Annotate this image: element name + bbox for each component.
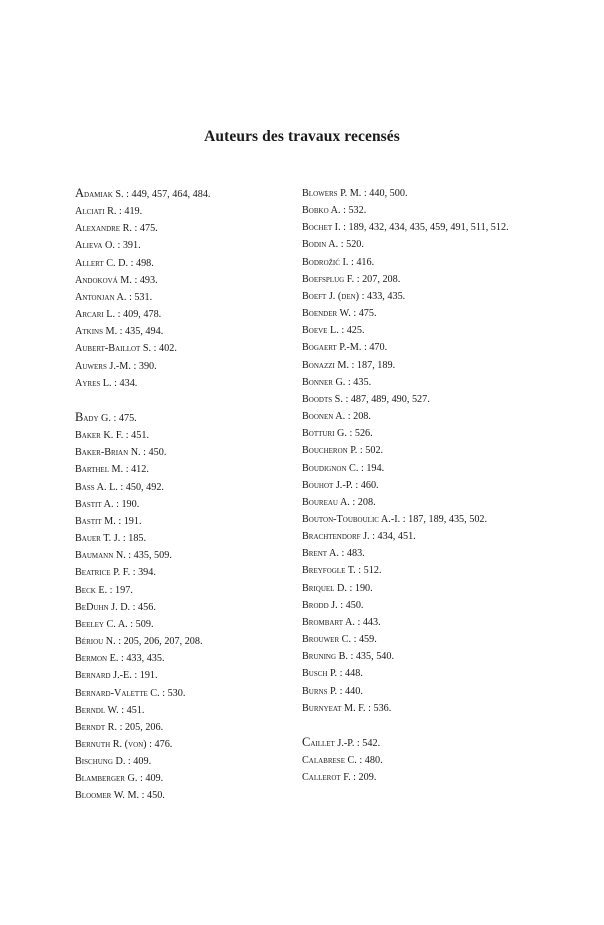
author-name-text: Baumann N. (75, 550, 126, 562)
author-name-text: Boefsplug F. (302, 273, 355, 285)
author-name-text: Allert C. D. (75, 257, 129, 269)
author-name (302, 274, 354, 285)
page-references: : 435. (345, 376, 372, 388)
page-references: : 520. (338, 239, 364, 251)
author-entry (75, 702, 325, 719)
author-entry (302, 202, 538, 219)
author-name (75, 258, 128, 269)
author-name-text: Bodin A. (302, 239, 339, 251)
author-name-text: Bauer T. J. (75, 533, 121, 545)
author-entry (75, 753, 325, 770)
author-name-text: Callerot F. (302, 772, 351, 784)
author-name (75, 309, 115, 320)
page-references: : 207, 208. (354, 273, 401, 285)
page-references: : 187, 189, 435, 502. (400, 513, 488, 525)
author-entry (75, 496, 325, 513)
page-references: : 475. (350, 308, 377, 320)
author-name (302, 617, 355, 628)
author-entry (75, 564, 325, 581)
page-references: : 493. (131, 274, 158, 286)
page-references: : 191. (131, 670, 158, 682)
author-name (302, 445, 357, 456)
author-name-text: Boonen A. (302, 411, 346, 423)
author-entry (302, 425, 538, 442)
author-entry (302, 442, 538, 459)
author-name (75, 585, 107, 596)
page-references: : 512. (355, 565, 382, 577)
author-name-text: Beatrice P. F. (75, 567, 131, 579)
page-references: : 391. (114, 240, 141, 252)
author-name (302, 377, 345, 388)
section-initial: B (75, 410, 84, 425)
page-references: : 470. (361, 342, 388, 354)
author-name-text: Andoková M. (75, 274, 132, 286)
author-entry (302, 460, 538, 477)
author-entry (75, 667, 325, 684)
author-name (75, 292, 126, 303)
author-name-text: Berndt R. (75, 721, 118, 733)
page-references: : 409. (137, 773, 164, 785)
author-name-text: Bass A. L. (75, 481, 118, 493)
author-name-text: Briquel D. (302, 582, 347, 594)
author-entry (75, 530, 325, 547)
author-entry (75, 427, 325, 444)
page-references: : 459. (351, 634, 377, 646)
page-references: : 187, 189. (349, 359, 396, 371)
author-name-text: Bonner G. (302, 376, 346, 388)
page-references: : 475. (131, 223, 158, 235)
author-name-text: Bastit M. (75, 515, 116, 527)
page-references: : 487, 489, 490, 527. (342, 393, 430, 405)
author-name (302, 755, 357, 766)
page-references: : 419. (116, 206, 143, 218)
right-column (302, 185, 538, 786)
page-references: : 451. (123, 430, 150, 442)
page-references: : 536. (365, 702, 392, 714)
page-references: : 530. (159, 687, 186, 699)
author-entry (302, 528, 538, 545)
page-references: : 412. (123, 464, 149, 476)
author-name-text: Busch P. (302, 668, 338, 680)
author-name-text: Aubert-Baillot S. (75, 343, 152, 355)
section-initial: C (302, 734, 311, 749)
author-entry (302, 322, 538, 339)
author-name (302, 480, 353, 491)
page-references: : 498. (128, 257, 154, 269)
author-entry (75, 289, 325, 306)
author-name-text: damiak S. (84, 189, 124, 200)
author-name (75, 378, 112, 389)
author-name-text: Brodd J. (302, 599, 338, 611)
author-name (75, 619, 128, 630)
author-name-text: Beck E. (75, 584, 108, 596)
author-name-text: Arcari L. (75, 309, 116, 321)
author-entry (75, 306, 325, 323)
author-entry (75, 237, 325, 254)
page-references: : 456. (130, 601, 156, 613)
author-name (75, 447, 141, 458)
page-references: : 502. (357, 445, 384, 457)
page-references: : 191. (115, 515, 142, 527)
page-references: : 205, 206. (117, 721, 164, 733)
author-entry (302, 339, 538, 356)
author-name-text: Blamberger G. (75, 773, 138, 785)
author-name-text: Bobko A. (302, 205, 341, 217)
author-entry (302, 700, 538, 717)
author-name-text: Beeley C. A. (75, 618, 128, 630)
author-entry (302, 408, 538, 425)
page-references: : 409. (125, 756, 152, 768)
page-references: : 435, 509. (125, 550, 172, 562)
author-name-text: Alciati R. (75, 206, 117, 218)
author-name (302, 428, 347, 439)
author-name (75, 602, 130, 613)
author-name (75, 790, 139, 801)
page-references: : 475. (110, 413, 137, 425)
page-references: : 209. (350, 772, 377, 784)
author-name-text: ady G. (83, 413, 111, 425)
author-name-text: Boeve L. (302, 325, 339, 337)
author-entry (302, 614, 538, 631)
author-name (302, 360, 349, 371)
author-name-text: aillet J.-P. (310, 737, 355, 749)
author-entry (302, 580, 538, 597)
page-references: : 190. (113, 498, 140, 510)
author-name-text: Bastit A. (75, 498, 114, 510)
author-name (75, 361, 131, 372)
author-name (302, 772, 351, 783)
author-entry (75, 461, 325, 478)
author-name-text: Burnyeat M. F. (302, 702, 366, 714)
author-name (302, 497, 350, 508)
page-references: : 476. (146, 738, 173, 750)
page-references: : 435, 540. (347, 651, 395, 663)
author-entry (75, 719, 325, 736)
author-entry (302, 648, 538, 665)
page-references: : 434, 451. (369, 531, 416, 543)
page-references: : 409, 478. (115, 309, 162, 321)
author-name-text: Atkins M. (75, 326, 118, 338)
page-references: : 450. (139, 790, 165, 802)
author-entry (302, 562, 538, 579)
author-name-text: Baker-Brian N. (75, 447, 141, 459)
page-references: : 443. (354, 616, 381, 628)
author-entry (302, 288, 538, 305)
page-references: : 509. (127, 618, 154, 630)
author-entry (75, 185, 325, 203)
author-name (302, 308, 351, 319)
author-entry (75, 599, 325, 616)
author-entry (75, 358, 325, 375)
page-references: : 208. (349, 496, 376, 508)
author-name (302, 600, 338, 611)
author-name (75, 567, 130, 578)
author-name (302, 668, 337, 679)
author-entry (75, 770, 325, 787)
author-name (302, 634, 351, 645)
author-name (302, 411, 345, 422)
author-name-text: Ayres L. (75, 377, 112, 389)
page-references: : 390. (130, 360, 157, 372)
author-name-text: Bischung D. (75, 756, 126, 768)
author-name (302, 342, 361, 353)
author-name (75, 343, 151, 354)
author-name (302, 291, 359, 302)
author-name-text: Bruning B. (302, 651, 348, 663)
author-entry (75, 650, 325, 667)
page-references: : 542. (354, 737, 381, 749)
author-name (75, 430, 123, 441)
author-name-text: Brouwer C. (302, 634, 352, 646)
author-name (75, 653, 118, 664)
author-name-text: Brachtendorf J. (302, 531, 370, 543)
author-entry (302, 511, 538, 528)
author-entry (75, 409, 325, 427)
author-name-text: Brombart A. (302, 616, 355, 628)
author-name-text: Bloomer W. M. (75, 790, 140, 802)
author-entry (302, 219, 538, 236)
page-references: : 483. (338, 548, 365, 560)
page-references: : 450. (140, 447, 167, 459)
page-references: : 185. (120, 533, 147, 545)
author-entry (75, 685, 325, 702)
author-name-text: Breyfogle T. (302, 565, 356, 577)
page-references: : 205, 206, 207, 208. (115, 636, 203, 648)
author-name (302, 531, 370, 542)
author-name-text: Boodts S. (302, 393, 343, 405)
page-references: : 197. (107, 584, 133, 596)
author-entry (75, 272, 325, 289)
author-name-text: Boeft J. (den) (302, 290, 360, 302)
page-references: : 433, 435. (359, 290, 406, 302)
page-references: : 189, 432, 434, 435, 459, 491, 511, 512. (340, 222, 509, 234)
author-name (302, 686, 337, 697)
page-references: : 435, 494. (117, 326, 164, 338)
author-name (302, 222, 341, 233)
author-name (75, 464, 123, 475)
author-name-text: Calabrese C. (302, 755, 357, 767)
author-name-text: Boucheron P. (302, 445, 358, 457)
author-name (75, 275, 132, 286)
author-name (302, 565, 356, 576)
section-gap (302, 717, 538, 734)
author-name-text: Bogaert P.-M. (302, 342, 362, 354)
author-entry (75, 633, 325, 650)
author-name-text: Botturi G. (302, 428, 347, 440)
page-references: : 531. (126, 291, 153, 303)
author-name-text: Blowers P. M. (302, 188, 362, 199)
page-references: : 480. (356, 755, 383, 767)
author-name (75, 756, 125, 767)
author-name-text: Bouton-Touboulic A.-I. (302, 513, 401, 525)
author-name-text: Bonazzi M. (302, 359, 349, 371)
page-references: : 394. (130, 567, 156, 579)
author-name (302, 734, 355, 749)
page-references: : 190. (346, 582, 373, 594)
author-entry (302, 734, 538, 752)
author-name (302, 239, 338, 250)
author-name (75, 223, 132, 234)
author-entry (302, 683, 538, 700)
author-name (75, 688, 160, 699)
author-name-text: Boender W. (302, 308, 351, 320)
author-entry (75, 787, 325, 804)
author-name (302, 394, 343, 405)
page-references: : 448. (337, 668, 363, 680)
author-name-text: Bernard-Valette C. (75, 687, 160, 699)
author-name (75, 550, 126, 561)
author-name (75, 410, 111, 425)
author-entry (302, 305, 538, 322)
author-name (75, 186, 124, 200)
author-name-text: Berndl W. (75, 704, 119, 716)
page-references: : 425. (338, 325, 365, 337)
author-entry (302, 545, 538, 562)
author-name-text: Boudignon C. (302, 462, 359, 474)
author-name (302, 583, 347, 594)
author-name (75, 499, 114, 510)
author-entry (75, 444, 325, 461)
author-name (302, 548, 339, 559)
page-references: : 532. (340, 205, 367, 217)
author-name-text: Baker K. F. (75, 430, 124, 442)
author-name-text: Bernard J.-E. (75, 670, 132, 682)
author-name-text: Bermon E. (75, 653, 119, 665)
author-name-text: Bériou N. (75, 636, 116, 648)
page-references: : 416. (348, 256, 375, 268)
left-column (75, 185, 325, 805)
author-entry (302, 185, 538, 202)
author-entry (302, 752, 538, 769)
author-name-text: Alieva O. (75, 240, 115, 252)
page-references: : 449, 457, 464, 484. (123, 189, 211, 200)
author-name (302, 325, 339, 336)
author-entry (75, 255, 325, 272)
author-entry (302, 374, 538, 391)
author-name (302, 514, 400, 525)
page-title: Auteurs des travaux recensés (204, 128, 400, 145)
author-name-text: Bernuth R. (von) (75, 738, 147, 750)
author-name (75, 739, 147, 750)
page-references: : 402. (151, 343, 177, 355)
author-entry (302, 391, 538, 408)
author-entry (75, 736, 325, 753)
author-entry (302, 631, 538, 648)
author-entry (75, 203, 325, 220)
page-references: : 440. (337, 685, 363, 697)
section-initial: A (75, 186, 85, 200)
page-references: : 208. (345, 411, 371, 423)
author-name (302, 463, 358, 474)
author-name (302, 257, 348, 268)
author-name-text: Bochet I. (302, 222, 341, 234)
author-entry (75, 375, 325, 392)
author-name (75, 705, 119, 716)
author-name (75, 516, 116, 527)
page-references: : 460. (352, 479, 379, 491)
author-name-text: Antonjan A. (75, 291, 127, 303)
page-references: : 194. (358, 462, 385, 474)
author-name-text: BeDuhn J. D. (75, 601, 131, 613)
author-name-text: Auwers J.-M. (75, 360, 131, 372)
author-name-text: Brent A. (302, 548, 339, 560)
author-name (302, 651, 348, 662)
author-entry (302, 254, 538, 271)
author-entry (75, 479, 325, 496)
author-entry (75, 616, 325, 633)
author-name (302, 703, 366, 714)
author-entry (302, 357, 538, 374)
author-entry (302, 597, 538, 614)
page-references: : 433, 435. (118, 653, 165, 665)
author-name (302, 188, 361, 199)
author-entry (302, 769, 538, 786)
author-name (75, 206, 116, 217)
author-entry (75, 547, 325, 564)
page-references: : 526. (346, 428, 373, 440)
author-entry (75, 220, 325, 237)
author-entry (75, 582, 325, 599)
author-entry (75, 340, 325, 357)
author-name (75, 722, 117, 733)
author-name (302, 205, 341, 216)
author-entry (75, 323, 325, 340)
author-entry (302, 665, 538, 682)
author-entry (302, 271, 538, 288)
author-name-text: Barthel M. (75, 464, 124, 476)
page-references: : 450. (337, 599, 364, 611)
author-entry (302, 477, 538, 494)
page-references: : 440, 500. (361, 188, 408, 199)
author-name-text: Burns P. (302, 685, 338, 697)
page-references: : 450, 492. (117, 481, 164, 493)
page-references: : 451. (118, 704, 145, 716)
author-name (75, 482, 118, 493)
author-name-text: Bouhot J.-P. (302, 479, 353, 491)
author-name-text: Boureau A. (302, 496, 350, 508)
author-name (75, 240, 115, 251)
author-name (75, 636, 116, 647)
author-name (75, 326, 117, 337)
author-entry (302, 236, 538, 253)
author-entry (75, 513, 325, 530)
author-name (75, 533, 120, 544)
author-name-text: Alexandre R. (75, 223, 132, 235)
section-gap (75, 392, 325, 409)
author-name (75, 773, 137, 784)
page-references: : 434. (111, 377, 138, 389)
author-name (75, 670, 132, 681)
author-entry (302, 494, 538, 511)
author-name-text: Bodrožić I. (302, 256, 349, 268)
